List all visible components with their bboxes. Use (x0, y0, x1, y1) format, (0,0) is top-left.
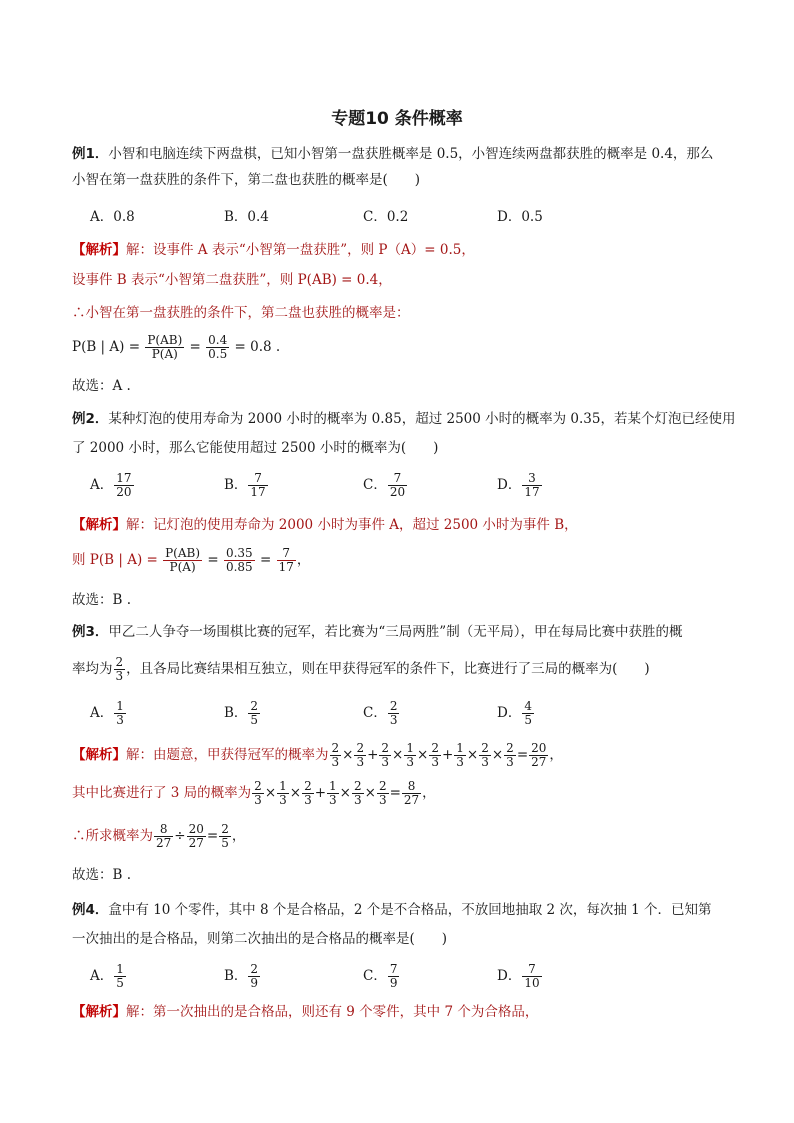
page-title: 专题10 条件概率 (331, 109, 463, 129)
ex2-s1: 解：记灯泡的使用寿命为 2000 小时为事件 A，超过 2500 小时为事件 B， (126, 517, 578, 533)
opt-letter: A． (90, 968, 114, 984)
ex2-answer: 故选：B . (72, 592, 132, 608)
numerator: P(AB) (147, 333, 183, 347)
numerator: 0.35 (225, 546, 253, 560)
numerator: P(AB) (165, 546, 201, 560)
opt-fraction (248, 472, 267, 499)
operator: × (289, 785, 302, 801)
denominator: 0.85 (225, 560, 253, 574)
ex2-label: 例2． (72, 411, 109, 427)
ex1-result: = 0.8 . (234, 339, 281, 355)
numerator: 2 (378, 779, 387, 793)
opt-fraction (248, 700, 260, 727)
numerator: 2 (304, 779, 312, 793)
ex3-analysis-line1 (72, 742, 563, 769)
ex3-option-c (363, 700, 400, 727)
opt-fraction (522, 963, 541, 990)
denominator: 27 (156, 836, 172, 850)
numerator: 7 (248, 472, 267, 486)
numerator: 2 (353, 779, 362, 793)
fraction (479, 742, 491, 769)
opt-fraction (522, 700, 534, 727)
opt-letter: C． (363, 477, 387, 493)
operator: × (417, 747, 429, 763)
denominator: 3 (304, 793, 312, 807)
denominator: 5 (116, 976, 124, 990)
denominator: 3 (506, 755, 514, 769)
ex3-s1pre: 解：由题意，甲获得冠军的概率为 (126, 747, 329, 763)
fraction (429, 742, 441, 769)
denominator: 3 (353, 793, 362, 807)
numerator: 1 (279, 779, 287, 793)
fraction (529, 742, 548, 769)
ex4-option-b (224, 963, 261, 990)
denominator: 3 (406, 755, 414, 769)
operator: ， (231, 828, 246, 844)
denominator: 3 (116, 713, 124, 727)
numerator: 4 (524, 699, 532, 713)
ex3-option-b (224, 700, 261, 727)
opt-letter: B． (224, 477, 248, 493)
operator: ， (422, 785, 436, 801)
ex3-analysis-label: 【解析】 (72, 747, 126, 763)
denominator: 3 (254, 793, 262, 807)
ex1-analysis-line1 (72, 240, 475, 260)
numerator: 1 (116, 962, 124, 976)
ex1-formula (72, 334, 280, 361)
ex4-option-c (363, 963, 400, 990)
numerator: 1 (456, 741, 464, 755)
ex2-fraction-2 (224, 547, 255, 574)
numerator: 2 (356, 741, 365, 755)
ex4-option-d (497, 963, 543, 990)
operator: ÷ (174, 828, 186, 844)
ex3-q2post: ，且各局比赛结果相互独立，则在甲获得冠军的条件下，比赛进行了三局的概率为( ) (126, 661, 650, 677)
fraction (154, 823, 173, 850)
numerator: 8 (154, 823, 173, 837)
ex2-fraction-3 (277, 547, 296, 574)
ex1-q1: 小智和电脑连续下两盘棋，已知小智第一盘获胜概率是 0.5，小智连续两盘都获胜的概率是 0.4，那么 (108, 146, 714, 162)
ex1-fraction-2 (206, 334, 229, 361)
ex1-option-d: D．0.5 (497, 209, 543, 225)
equals: = (207, 552, 219, 568)
operator: × (491, 747, 504, 763)
ex3-analysis-line2 (72, 780, 436, 807)
operator: × (466, 747, 479, 763)
denominator: 17 (250, 485, 266, 499)
ex2-question-line1 (72, 409, 735, 429)
ex3-q1: 甲乙二人争夺一场围棋比赛的冠军，若比赛为“三局两胜”制（无平局），甲在每局比赛中获胜的概 (108, 624, 683, 640)
ex1-option-b: B．0.4 (224, 209, 269, 225)
ex3-question-line2 (72, 656, 650, 683)
opt-fraction (114, 472, 133, 499)
opt-letter: A． (90, 477, 114, 493)
ex1-question-line2: 小智在第一盘获胜的条件下，第二盘也获胜的概率是( ) (72, 172, 421, 188)
numerator: 2 (331, 741, 340, 755)
opt-letter: B． (224, 968, 248, 984)
opt-fraction (388, 472, 407, 499)
numerator: 2 (254, 779, 262, 793)
operator: + (367, 747, 379, 763)
denominator: 9 (389, 976, 398, 990)
numerator: 1 (329, 779, 337, 793)
ex1-answer: 故选：A . (72, 378, 131, 394)
ex1-option-a: A．0.8 (90, 209, 135, 225)
denominator: 5 (221, 836, 229, 850)
numerator: 7 (388, 472, 407, 486)
operator: = (389, 785, 401, 801)
opt-letter: A． (90, 705, 114, 721)
equals: = (259, 552, 272, 568)
opt-fraction (388, 963, 400, 990)
numerator: 1 (406, 741, 414, 755)
fraction (187, 823, 206, 850)
numerator: 7 (522, 963, 541, 977)
numerator: 2 (250, 699, 259, 713)
operator: × (364, 785, 376, 801)
denominator: 3 (329, 793, 337, 807)
ex2-option-b (224, 472, 269, 499)
denominator: 27 (403, 793, 420, 807)
fraction (277, 780, 289, 807)
ex4-label: 例4． (72, 902, 109, 918)
fraction (402, 780, 421, 807)
denominator: 17 (278, 560, 294, 574)
operator: = (206, 828, 219, 844)
ex2-option-a (90, 472, 135, 499)
ex1-f-left: P(B | A) = (72, 339, 141, 355)
ex3-label: 例3． (72, 624, 109, 640)
ex3-s1-expression (329, 741, 563, 769)
denominator: 5 (524, 713, 532, 727)
denominator: 3 (378, 793, 387, 807)
operator: = (516, 747, 529, 763)
numerator: 2 (250, 962, 259, 976)
ex2-s2pre: 则 P(B | A) = (72, 552, 158, 568)
ex2-fraction-1 (163, 547, 202, 574)
opt-letter: C． (363, 705, 387, 721)
numerator: 7 (389, 962, 398, 976)
numerator: 2 (481, 741, 489, 755)
fraction (330, 742, 342, 769)
ex4-question-line2: 一次抽出的是合格品，则第二次抽出的是合格品的概率是( ) (72, 931, 448, 947)
fraction (327, 780, 339, 807)
fraction (252, 780, 264, 807)
denominator: 3 (481, 755, 489, 769)
numerator: 8 (402, 780, 421, 794)
ex2-analysis-label: 【解析】 (72, 517, 126, 533)
ex3-analysis-line3 (72, 823, 245, 850)
denominator: 5 (250, 713, 259, 727)
denominator: 20 (389, 485, 406, 499)
ex1-option-c: C．0.2 (363, 209, 409, 225)
denominator: 3 (356, 755, 365, 769)
numerator: 2 (115, 655, 124, 669)
operator: × (264, 785, 277, 801)
opt-fraction (388, 700, 400, 727)
fraction (352, 780, 364, 807)
opt-letter: D． (497, 477, 522, 493)
numerator: 1 (116, 699, 124, 713)
fraction (404, 742, 416, 769)
numerator: 20 (531, 741, 547, 755)
opt-letter: C． (363, 968, 387, 984)
ex3-option-d (497, 700, 535, 727)
ex1-s1: 解：设事件 A 表示“小智第一盘获胜”，则 P（A）= 0.5， (126, 242, 475, 258)
ex3-question-line1 (72, 622, 682, 642)
ex2-analysis-line1 (72, 515, 578, 535)
numerator: 2 (431, 741, 439, 755)
ex4-analysis-line1 (72, 1002, 538, 1022)
fraction (454, 742, 466, 769)
ex3-s2-expression (251, 779, 436, 807)
numerator: 2 (506, 741, 514, 755)
numerator: 17 (116, 471, 132, 485)
ex1-analysis-line2: 设事件 B 表示“小智第二盘获胜”，则 P(AB) = 0.4， (72, 272, 392, 288)
fraction (354, 742, 366, 769)
opt-fraction (248, 963, 260, 990)
numerator: 2 (221, 822, 229, 836)
ex2-option-d (497, 472, 543, 499)
denominator: 27 (531, 755, 547, 769)
fraction (377, 780, 389, 807)
ex4-q1: 盒中有 10 个零件，其中 8 个是合格品，2 个是不合格品，不放回地抽取 2 次，每次抽 1 个．已知第 (108, 902, 712, 918)
ex3-s3-expression (153, 822, 246, 850)
denominator: 3 (389, 713, 398, 727)
denominator: 3 (431, 755, 439, 769)
ex4-s1: 解：第一次抽出的是合格品，则还有 9 个零件，其中 7 个为合格品， (126, 1004, 539, 1020)
ex3-answer: 故选：B . (72, 867, 132, 883)
operator: × (392, 747, 404, 763)
opt-letter: D． (497, 968, 522, 984)
ex4-analysis-label: 【解析】 (72, 1004, 126, 1020)
denominator: 0.5 (208, 347, 228, 361)
operator: + (441, 747, 454, 763)
fraction (504, 742, 516, 769)
denominator: 3 (456, 755, 464, 769)
comma: ， (296, 552, 311, 568)
numerator: 2 (381, 741, 390, 755)
numerator: 3 (522, 472, 541, 486)
denominator: 3 (279, 793, 287, 807)
numerator: 20 (188, 822, 204, 836)
numerator: 2 (389, 699, 398, 713)
operator: ， (549, 747, 563, 763)
opt-fraction (114, 700, 126, 727)
operator: × (339, 785, 351, 801)
ex3-q-fraction (114, 656, 126, 683)
denominator: 3 (381, 755, 390, 769)
opt-letter: B． (224, 705, 248, 721)
denominator: 27 (188, 836, 204, 850)
operator: × (342, 747, 354, 763)
ex1-label: 例1． (72, 146, 109, 162)
fraction (379, 742, 391, 769)
ex4-option-a (90, 963, 127, 990)
opt-fraction (522, 472, 541, 499)
ex2-question-line2: 了 2000 小时，那么它能使用超过 2500 小时的概率为( ) (72, 440, 439, 456)
numerator: 0.4 (208, 333, 228, 347)
denominator: P(A) (151, 347, 178, 361)
denominator: 17 (524, 485, 540, 499)
equals: = (189, 339, 201, 355)
ex2-q1: 某种灯泡的使用寿命为 2000 小时的概率为 0.85，超过 2500 小时的概率为 0.35，若某个灯泡已经使用 (108, 411, 736, 427)
ex2-formula (72, 547, 310, 574)
denominator: 9 (250, 976, 259, 990)
operator: + (314, 785, 327, 801)
ex1-analysis-line3: ∴小智在第一盘获胜的条件下，第二盘也获胜的概率是： (72, 305, 410, 321)
ex3-option-a (90, 700, 127, 727)
numerator: 7 (277, 547, 296, 561)
ex4-question-line1 (72, 900, 712, 920)
fraction (302, 780, 314, 807)
ex3-s2pre: 其中比赛进行了 3 局的概率为 (72, 785, 252, 801)
denominator: P(A) (169, 560, 196, 574)
denominator: 10 (524, 976, 540, 990)
fraction (219, 823, 231, 850)
ex1-question-line1 (72, 144, 713, 164)
ex3-s3pre: ∴所求概率为 (72, 828, 153, 844)
denominator: 3 (115, 669, 124, 683)
ex1-fraction-1 (145, 334, 184, 361)
ex2-option-c (363, 472, 408, 499)
ex3-q2pre: 率均为 (72, 661, 113, 677)
denominator: 3 (331, 755, 340, 769)
denominator: 20 (116, 485, 132, 499)
opt-letter: D． (497, 705, 522, 721)
ex1-analysis-label: 【解析】 (72, 242, 126, 258)
opt-fraction (114, 963, 126, 990)
